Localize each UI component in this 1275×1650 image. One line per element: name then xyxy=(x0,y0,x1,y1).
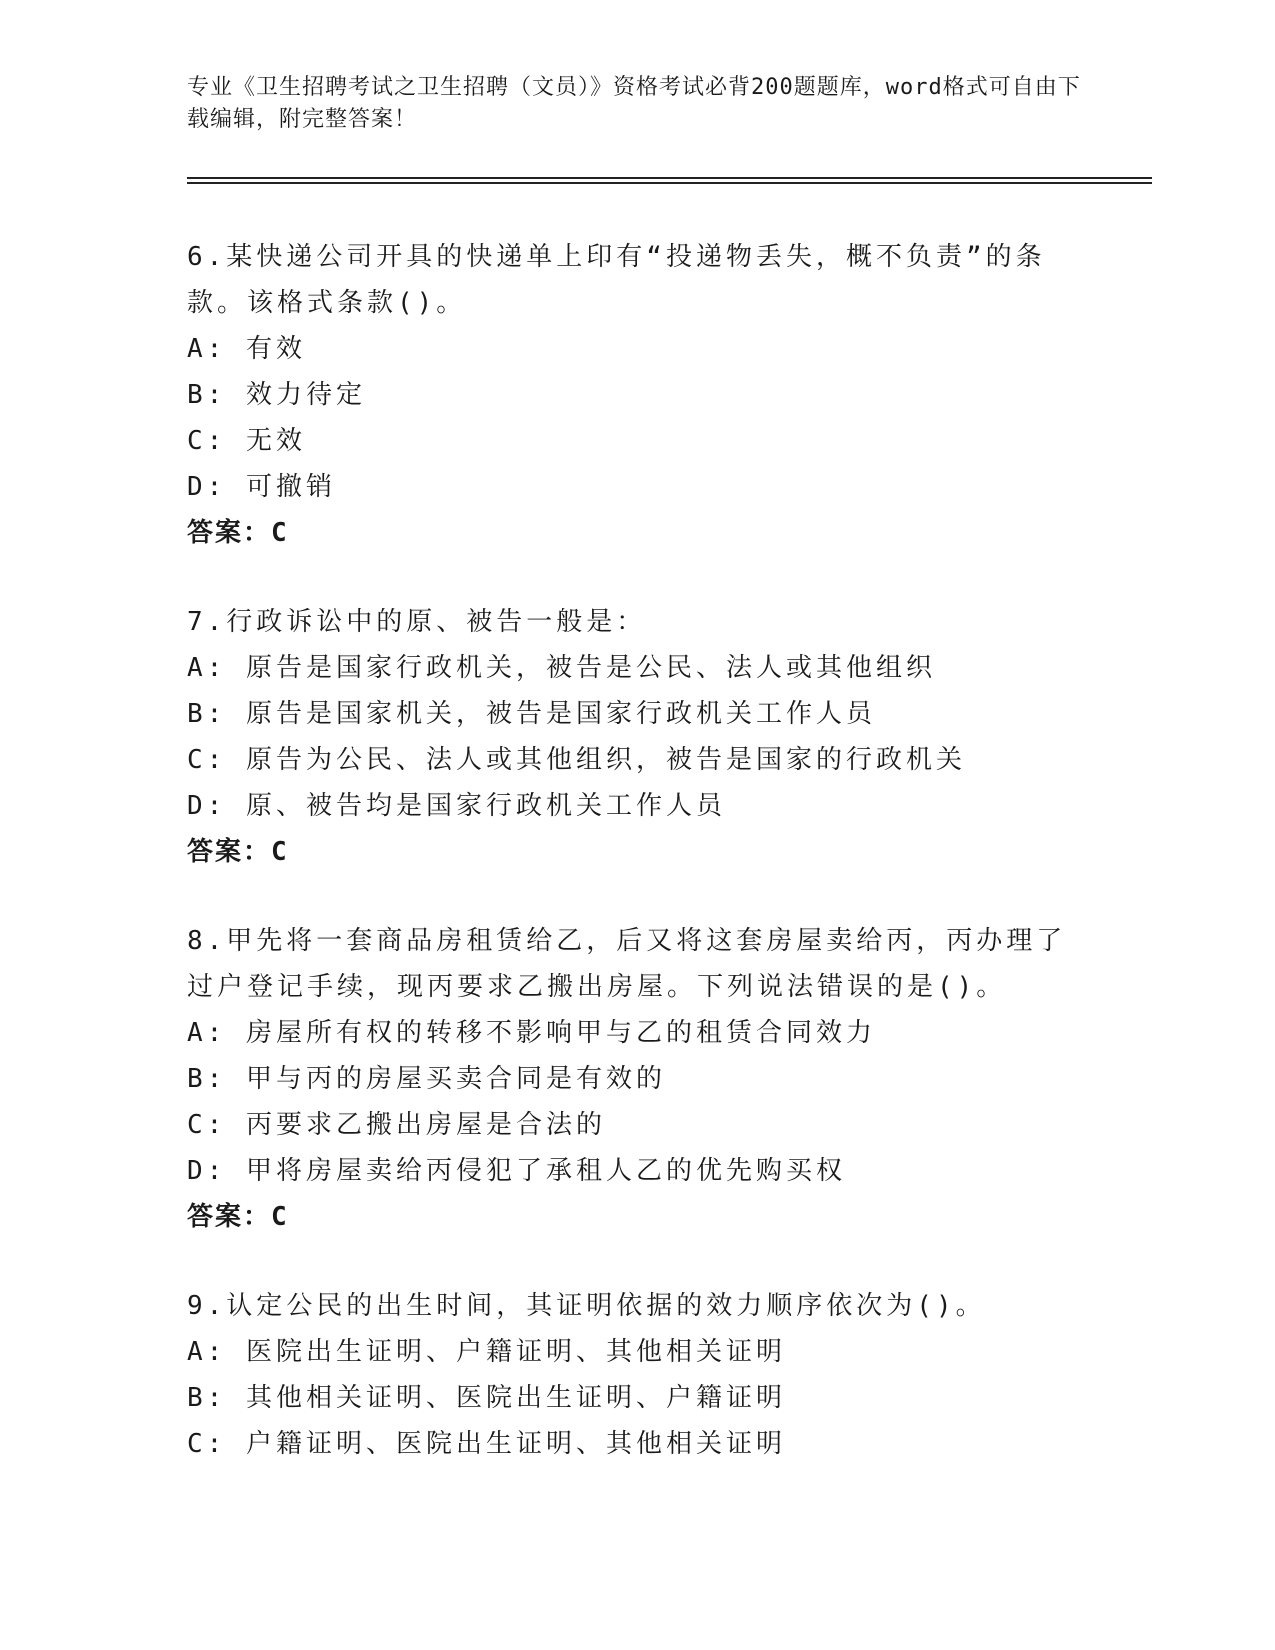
option-b: B: 效力待定 xyxy=(187,380,366,410)
option-d: D: 可撤销 xyxy=(187,472,336,502)
question-6 xyxy=(187,234,1087,556)
option-a: A: 有效 xyxy=(187,334,306,364)
answer: 答案：C xyxy=(187,518,289,548)
document-header: 专业《卫生招聘考试之卫生招聘（文员）》资格考试必背200题题库，word格式可自由下载编辑，附完整答案！ xyxy=(187,75,1081,132)
header-divider-bottom xyxy=(187,182,1152,184)
question-stem: 6.某快递公司开具的快递单上印有“投递物丢失，概不负责”的条款。该格式条款()。 xyxy=(187,242,1046,318)
option-a: A: 医院出生证明、户籍证明、其他相关证明 xyxy=(187,1337,786,1367)
question-stem: 8.甲先将一套商品房租赁给乙，后又将这套房屋卖给丙，丙办理了过户登记手续，现丙要求乙搬出房屋。下列说法错误的是()。 xyxy=(187,926,1067,1002)
answer: 答案：C xyxy=(187,1202,289,1232)
option-a: A: 原告是国家行政机关，被告是公民、法人或其他组织 xyxy=(187,653,936,683)
option-b: B: 甲与丙的房屋买卖合同是有效的 xyxy=(187,1064,666,1094)
option-d: D: 甲将房屋卖给丙侵犯了承租人乙的优先购买权 xyxy=(187,1156,846,1186)
option-c: C: 原告为公民、法人或其他组织，被告是国家的行政机关 xyxy=(187,745,966,775)
option-b: B: 其他相关证明、医院出生证明、户籍证明 xyxy=(187,1383,786,1413)
question-stem: 7.行政诉讼中的原、被告一般是： xyxy=(187,607,647,637)
header-divider-top xyxy=(187,177,1152,179)
option-c: C: 户籍证明、医院出生证明、其他相关证明 xyxy=(187,1429,786,1459)
answer: 答案：C xyxy=(187,837,289,867)
question-7 xyxy=(187,599,1087,875)
question-8 xyxy=(187,918,1087,1240)
option-b: B: 原告是国家机关，被告是国家行政机关工作人员 xyxy=(187,699,876,729)
option-c: C: 无效 xyxy=(187,426,306,456)
option-a: A: 房屋所有权的转移不影响甲与乙的租赁合同效力 xyxy=(187,1018,876,1048)
question-stem: 9.认定公民的出生时间，其证明依据的效力顺序依次为()。 xyxy=(187,1291,986,1321)
option-c: C: 丙要求乙搬出房屋是合法的 xyxy=(187,1110,606,1140)
question-9 xyxy=(187,1283,1087,1467)
option-d: D: 原、被告均是国家行政机关工作人员 xyxy=(187,791,726,821)
